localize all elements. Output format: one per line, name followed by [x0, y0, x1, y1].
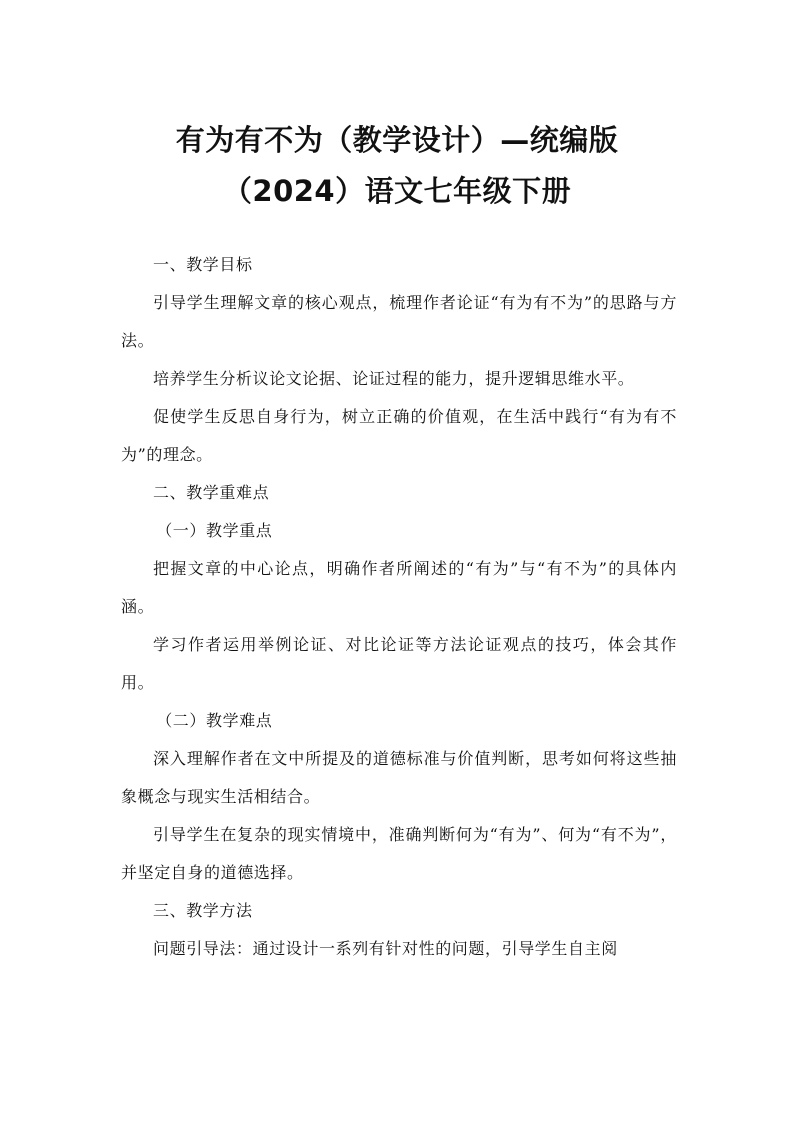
subsection-heading-focus: （一）教学重点: [156, 521, 273, 540]
section-heading-objectives: 一、教学目标: [153, 255, 253, 274]
document-title-line-2: （2024）语文七年级下册: [222, 174, 572, 208]
paragraph: 引导学生在复杂的现实情境中，准确判断何为“有为”、何为“有不为”，并坚定自身的道德选择。: [121, 825, 677, 882]
section-heading-methods: 三、教学方法: [153, 901, 253, 920]
paragraph: 把握文章的中心论点，明确作者所阐述的“有为”与“有不为”的具体内涵。: [121, 559, 677, 616]
subsection-heading-difficulty: （二）教学难点: [156, 711, 273, 730]
paragraph: 学习作者运用举例论证、对比论证等方法论证观点的技巧，体会其作用。: [121, 635, 677, 692]
section-heading-key-points: 二、教学重难点: [153, 483, 270, 502]
paragraph: 引导学生理解文章的核心观点，梳理作者论证“有为有不为”的思路与方法。: [121, 293, 677, 350]
paragraph: 深入理解作者在文中所提及的道德标准与价值判断，思考如何将这些抽象概念与现实生活相结合。: [121, 749, 677, 806]
paragraph: 促使学生反思自身行为，树立正确的价值观，在生活中践行“有为有不为”的理念。: [121, 407, 677, 464]
document-title-line-1: 有为有不为（教学设计）—统编版: [175, 123, 619, 157]
paragraph: 问题引导法：通过设计一系列有针对性的问题，引导学生自主阅: [153, 939, 618, 958]
paragraph: 培养学生分析议论文论据、论证过程的能力，提升逻辑思维水平。: [153, 369, 635, 388]
document-body: [121, 246, 677, 968]
